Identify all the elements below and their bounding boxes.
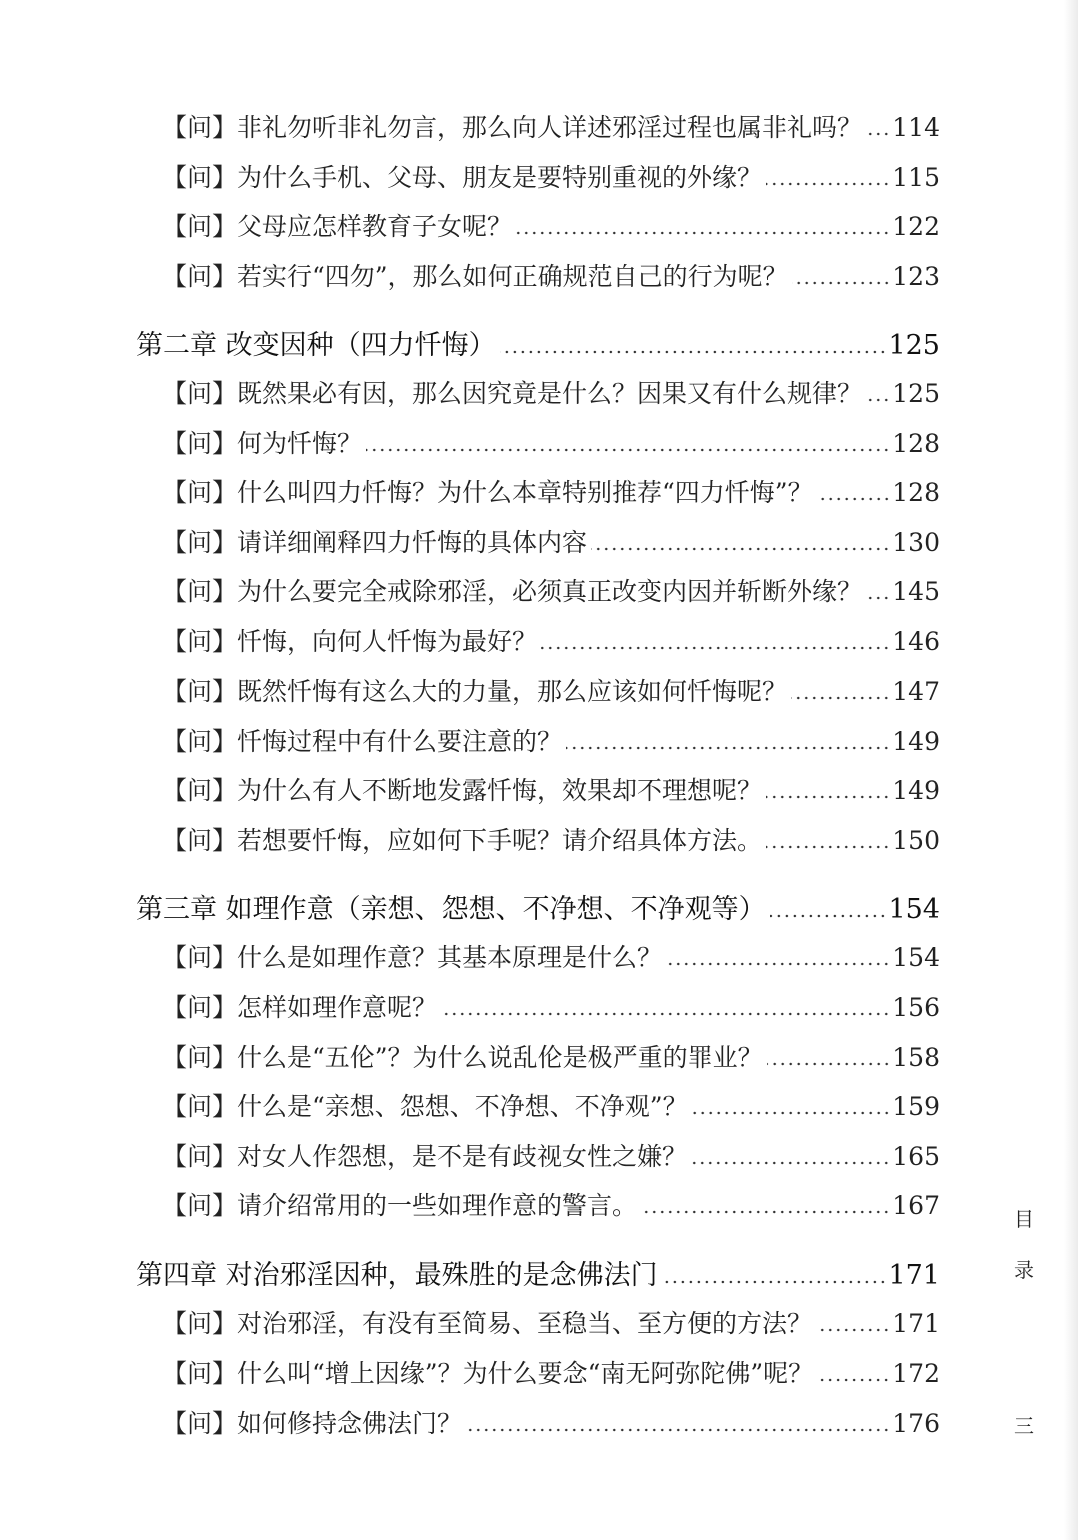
- leader-dots: [541, 646, 890, 650]
- toc-entry[interactable]: [162, 253, 940, 293]
- toc-entry-page: 122: [892, 212, 940, 241]
- toc-entry-title: 【问】既然忏悔有这么大的力量，那么应该如何忏悔呢？: [162, 677, 788, 706]
- toc-entry-page: 159: [892, 1092, 940, 1121]
- toc-entry[interactable]: [162, 203, 940, 243]
- chapter-page: 154: [888, 894, 940, 925]
- leader-dots: [866, 132, 890, 136]
- toc-entry[interactable]: [162, 420, 940, 460]
- toc-entry-title: 【问】忏悔过程中有什么要注意的？: [162, 727, 563, 756]
- toc-entry-title: 【问】请详细阐释四力忏悔的具体内容: [162, 528, 588, 557]
- toc-entry[interactable]: [162, 984, 940, 1024]
- toc-entry-page: 150: [892, 826, 940, 855]
- toc-entry-page: 154: [892, 943, 940, 972]
- leader-dots: [816, 1328, 890, 1332]
- leader-dots: [662, 1280, 887, 1284]
- leader-dots: [666, 962, 890, 966]
- toc-entry[interactable]: [162, 469, 940, 509]
- leader-dots: [791, 696, 890, 700]
- page-folio: 三: [1014, 1414, 1034, 1438]
- leader-dots: [441, 1012, 890, 1016]
- toc-entry[interactable]: [162, 1350, 940, 1390]
- toc-entry-page: 156: [892, 993, 940, 1022]
- running-label-lu: 录: [1014, 1258, 1034, 1282]
- chapter-title: 第四章 对治邪淫因种，最殊胜的是念佛法门: [136, 1260, 658, 1291]
- leader-dots: [792, 281, 891, 285]
- toc-entry[interactable]: [162, 668, 940, 708]
- chapter-title: 第三章 如理作意（亲想、怨想、不净想、不净观等）: [136, 894, 766, 925]
- toc-entry-title: 【问】如何修持念佛法门？: [162, 1409, 463, 1438]
- toc-entry-page: 149: [892, 727, 940, 756]
- leader-dots: [866, 596, 890, 600]
- leader-dots: [766, 795, 890, 799]
- toc-entry-page: 172: [892, 1359, 940, 1388]
- toc-entry-page: 147: [892, 677, 940, 706]
- running-label-mu: 目: [1014, 1207, 1034, 1231]
- toc-entry-page: 114: [892, 113, 940, 142]
- toc-entry-page: 115: [892, 163, 940, 192]
- toc-entry-title: 【问】请介绍常用的一些如理作意的警言。: [162, 1191, 638, 1220]
- toc-entry-title: 【问】对女人作怨想，是不是有歧视女性之嫌？: [162, 1142, 688, 1171]
- toc-entry-page: 128: [892, 478, 940, 507]
- toc-entry[interactable]: [162, 618, 940, 658]
- toc-entry-page: 145: [892, 577, 940, 606]
- toc-entry-title: 【问】忏悔，向何人忏悔为最好？: [162, 627, 538, 656]
- toc-entry-title: 【问】什么是“五伦”？为什么说乱伦是极严重的罪业？: [162, 1043, 763, 1072]
- toc-entry-title: 【问】为什么要完全戒除邪淫，必须真正改变内因并斩断外缘？: [162, 577, 863, 606]
- toc-entry-page: 128: [892, 429, 940, 458]
- leader-dots: [641, 1210, 890, 1214]
- leader-dots: [691, 1161, 890, 1165]
- toc-entry-title: 【问】什么是“亲想、怨想、不净想、不净观”？: [162, 1092, 688, 1121]
- toc-entry-title: 【问】为什么有人不断地发露忏悔，效果却不理想呢？: [162, 776, 763, 805]
- leader-dots: [770, 914, 887, 918]
- toc-entry-page: 158: [892, 1043, 940, 1072]
- toc-entry[interactable]: [162, 104, 940, 144]
- toc-entry[interactable]: [162, 1300, 940, 1340]
- toc-entry-title: 【问】何为忏悔？: [162, 429, 363, 458]
- chapter-title: 第二章 改变因种（四力忏悔）: [136, 330, 496, 361]
- leader-dots: [766, 182, 890, 186]
- toc-entry[interactable]: [162, 568, 940, 608]
- toc-entry-title: 【问】怎样如理作意呢？: [162, 993, 438, 1022]
- toc-entry-title: 【问】什么叫“增上因缘”？为什么要念“南无阿弥陀佛”呢？: [162, 1359, 814, 1388]
- leader-dots: [767, 1062, 891, 1066]
- toc-entry-title: 【问】非礼勿听非礼勿言，那么向人详述邪淫过程也属非礼吗？: [162, 113, 863, 142]
- toc-entry-title: 【问】对治邪淫，有没有至简易、至稳当、至方便的方法？: [162, 1309, 813, 1338]
- toc-entry[interactable]: [162, 370, 940, 410]
- toc-entry-page: 146: [892, 627, 940, 656]
- leader-dots: [866, 398, 890, 402]
- toc-entry-title: 【问】什么是如理作意？其基本原理是什么？: [162, 943, 663, 972]
- toc-entry[interactable]: [162, 934, 940, 974]
- toc-entry-page: 165: [892, 1142, 940, 1171]
- toc-entry[interactable]: [162, 1083, 940, 1123]
- leader-dots: [591, 547, 890, 551]
- leader-dots: [566, 746, 890, 750]
- toc-chapter-4[interactable]: [136, 1252, 940, 1292]
- leader-dots: [766, 845, 890, 849]
- toc-entry-title: 【问】什么叫四力忏悔？为什么本章特别推荐“四力忏悔”？: [162, 478, 813, 507]
- toc-entry[interactable]: [162, 1182, 940, 1222]
- leader-dots: [466, 1428, 890, 1432]
- toc-entry[interactable]: [162, 1034, 940, 1074]
- toc-entry[interactable]: [162, 1133, 940, 1173]
- toc-entry-page: 149: [892, 776, 940, 805]
- toc-entry[interactable]: [162, 1400, 940, 1440]
- leader-dots: [817, 497, 891, 501]
- page-edge-shadow: [1064, 0, 1078, 1540]
- toc-entry[interactable]: [162, 767, 940, 807]
- toc-chapter-2[interactable]: [136, 322, 940, 362]
- toc-chapter-3[interactable]: [136, 886, 940, 926]
- leader-dots: [516, 231, 890, 235]
- toc-entry[interactable]: [162, 154, 940, 194]
- toc-entry[interactable]: [162, 718, 940, 758]
- chapter-page: 125: [888, 330, 940, 361]
- toc-entry-title: 【问】父母应怎样教育子女呢？: [162, 212, 513, 241]
- toc-entry-title: 【问】若实行“四勿”，那么如何正确规范自己的行为呢？: [162, 262, 788, 291]
- toc-entry-title: 【问】既然果必有因，那么因究竟是什么？因果又有什么规律？: [162, 379, 863, 408]
- toc-entry-page: 171: [892, 1309, 940, 1338]
- toc-entry-title: 【问】为什么手机、父母、朋友是要特别重视的外缘？: [162, 163, 763, 192]
- toc-entry[interactable]: [162, 817, 940, 857]
- chapter-page: 171: [888, 1260, 940, 1291]
- toc-entry[interactable]: [162, 519, 940, 559]
- toc-entry-page: 125: [892, 379, 940, 408]
- toc-entry-page: 130: [892, 528, 940, 557]
- toc-entry-page: 167: [892, 1191, 940, 1220]
- toc-entry-page: 123: [892, 262, 940, 291]
- leader-dots: [692, 1111, 891, 1115]
- toc-entry-title: 【问】若想要忏悔，应如何下手呢？请介绍具体方法。: [162, 826, 763, 855]
- leader-dots: [366, 448, 890, 452]
- leader-dots: [817, 1378, 890, 1382]
- leader-dots: [500, 350, 887, 354]
- toc-entry-page: 176: [892, 1409, 940, 1438]
